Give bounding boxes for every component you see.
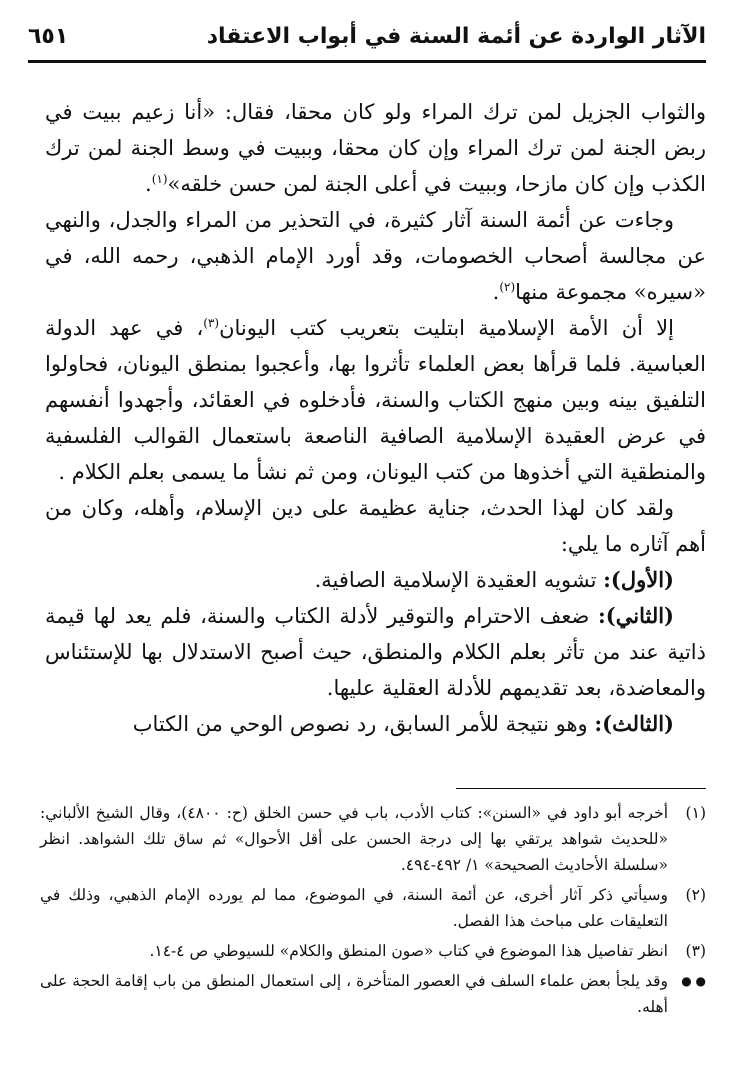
footnote-ref[interactable]: (٢) [499, 280, 516, 294]
footnote-note [40, 968, 706, 1020]
footnote-ref[interactable]: (٣) [203, 316, 220, 330]
list-label: (الثالث): [594, 711, 674, 736]
footnote [40, 938, 706, 964]
list-item: (الثاني): ضعف الاحترام والتوقير لأدلة الكتاب والسنة، فلم يعد لها قيمة ذاتية عند من تأثر بعلم الكلام والمنطق، حيث أصبح الاستدلال بها للإستئناس والمعاضدة، بعد تقديمهم للأدلة العقلية عليها. [45, 603, 706, 700]
list-label: (الثاني): [598, 603, 674, 628]
note-text: وقد يلجأ بعض علماء السلف في العصور المتأخرة ، إلى استعمال المنطق من باب إقامة الحجة على أهله. [40, 972, 668, 1016]
footnote-number: (٣) [685, 942, 706, 960]
paragraph: إلا أن الأمة الإسلامية ابتليت بتعريب كتب اليونان$^{(٣)}$، في عهد الدولة العباسية. فلما قرأها بعض العلماء تأثروا بها، وأعجبوا بمنطق اليونان، فحاولوا التلفيق بينه وبين منهج الكتاب والسنة، فأدخلوه في العقائد، وأجهدوا أنفسهم في عرض العقيدة الإسلامية الصافية الناصعة باستعمال القوالب الفلسفية والمنطقية التي أخذوها من كتب اليونان، ومن ثم نشأ ما يسمى بعلم الكلام . [45, 316, 706, 484]
footnote-text: أخرجه أبو داود في «السنن»: كتاب الأدب، باب في حسن الخلق (ح: ٤٨٠٠)، وقال الشيخ الألباني: «للحديث شواهد يرتقي بها إلى درجة الحسن على أقل الأحوال» ثم ساق تلك الشواهد. انظر «سلسلة الأحاديث الصحيحة» ١/ ٤٩٢-٤٩٤. [40, 804, 669, 874]
list-item: (الأول): تشويه العقيدة الإسلامية الصافية. [314, 567, 674, 592]
header-rule [28, 60, 706, 63]
bullet-dots-icon: ● ● [681, 974, 706, 988]
footnote [40, 882, 706, 934]
footnote-number: (٢) [685, 886, 706, 904]
footnote [40, 800, 706, 878]
paragraph: والثواب الجزيل لمن ترك المراء ولو كان محقا، فقال: «أنا زعيم ببيت في ربض الجنة لمن ترك المراء وإن كان محقا، وببيت في وسط الجنة لمن ترك الكذب وإن كان مازحا، وببيت في أعلى الجنة لمن حسن خلقه»$^{(١)}$. [45, 100, 706, 196]
footnote-number: (١) [685, 804, 706, 822]
paragraph: وجاءت عن أئمة السنة آثار كثيرة، في التحذير من المراء والجدل، والنهي عن مجالسة أصحاب الخصومات، وقد أورد الإمام الذهبي، رحمه الله، في «سيره» مجموعة منها$^{(٢)}$. [45, 208, 706, 304]
footnotes [40, 800, 706, 1024]
footnote-text: وسيأتي ذكر آثار أخرى، عن أئمة السنة، في الموضوع، مما لم يورده الإمام الذهبي، وذلك في التعليقات على مباحث هذا الفصل. [40, 886, 668, 930]
footnote-ref[interactable]: (١) [151, 172, 168, 186]
main-text [45, 94, 706, 742]
running-header [28, 18, 706, 58]
footnote-text: انظر تفاصيل هذا الموضوع في كتاب «صون المنطق والكلام» للسيوطي ص ٤-١٤. [149, 942, 668, 960]
paragraph: ولقد كان لهذا الحدث، جناية عظيمة على دين الإسلام، وأهله، وكان من أهم آثاره ما يلي: [45, 496, 706, 556]
footnote-rule [456, 788, 706, 789]
running-title: الآثار الواردة عن أئمة السنة في أبواب الاعتقاد [206, 24, 706, 49]
page-number: ٦٥١ [28, 24, 69, 49]
list-item: (الثالث): وهو نتيجة للأمر السابق، رد نصوص الوحي من الكتاب [132, 711, 674, 736]
list-label: (الأول): [603, 567, 674, 592]
